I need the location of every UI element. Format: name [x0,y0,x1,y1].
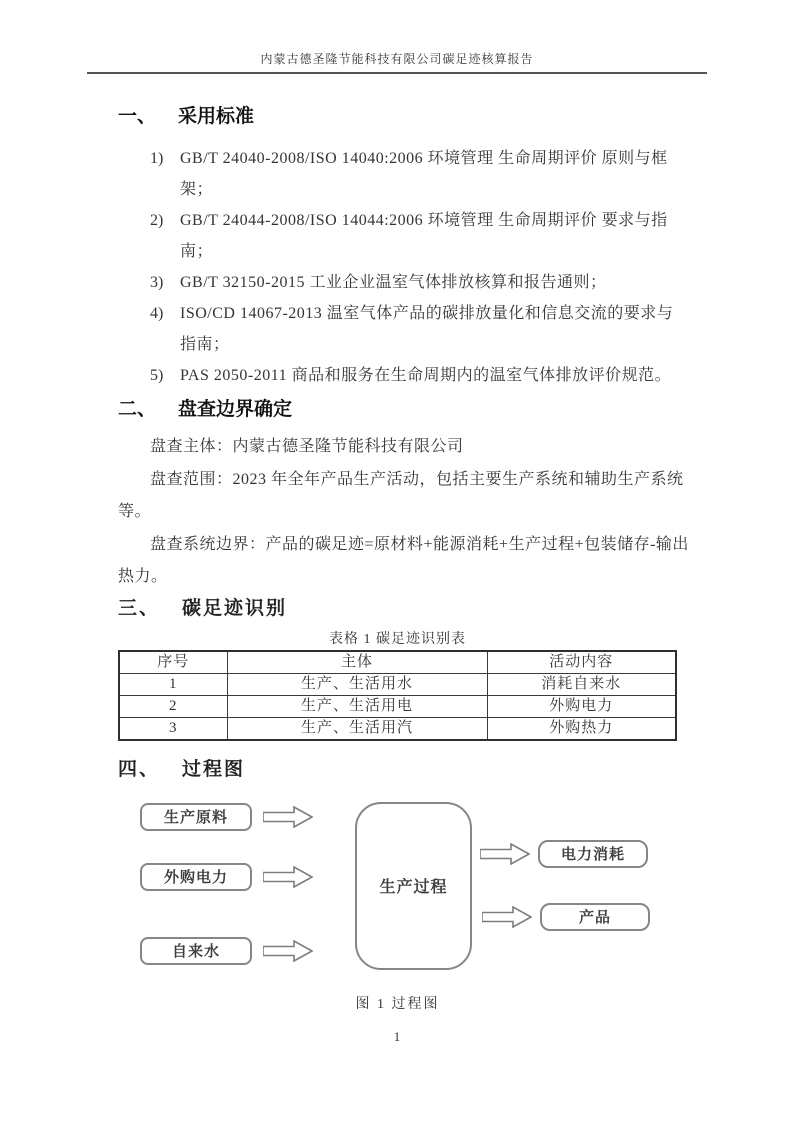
table-header-row [119,651,676,674]
list-item-continuation [118,174,677,205]
diagram-process-box: 生产过程 [355,802,472,970]
list-item-text: ISO/CD 14067-2013 温室气体产品的碳排放量化和信息交流的要求与 [180,305,674,322]
table-cell: 1 [119,673,227,695]
section-2-heading [118,397,677,423]
table-header-cell: 主体 [227,651,487,674]
table-cell: 生产、生活用汽 [227,717,487,740]
table-row [119,695,676,717]
flow-arrow-icon [482,906,532,928]
list-item-text: 南； [180,243,214,260]
diagram-output-box: 产品 [540,903,650,931]
table-cell: 外购电力 [487,695,676,717]
diagram-output-box: 电力消耗 [538,840,648,868]
list-item-text: GB/T 32150-2015 工业企业温室气体排放核算和报告通则； [180,274,607,291]
list-item [118,267,677,298]
section-4-heading [118,757,677,783]
section-1-heading [118,104,677,130]
section-3-heading [118,596,677,622]
table-header-cell: 序号 [119,651,227,674]
list-item [118,360,677,391]
boundary-paragraphs [118,431,689,594]
list-item-number: 1) [150,150,164,167]
section-2-number: 二、 [118,399,157,420]
list-item-text: 指南； [180,336,230,353]
section-4-title: 过程图 [182,758,246,780]
table-cell: 生产、生活用水 [227,673,487,695]
section-1-title: 采用标准 [178,106,255,127]
page-number: 1 [393,1028,401,1044]
section-3-title: 碳足迹识别 [182,597,288,619]
table-cell: 2 [119,695,227,717]
list-item-number: 5) [150,367,164,384]
diagram-input-box: 自来水 [140,937,252,965]
list-item-text: PAS 2050-2011 商品和服务在生命周期内的温室气体排放评价规范。 [180,367,672,384]
header-title: 内蒙古德圣隆节能科技有限公司碳足迹核算报告 [260,52,534,66]
table-cell: 消耗自来水 [487,673,676,695]
standards-list [118,143,677,391]
list-item [118,298,677,329]
table-header-cell: 活动内容 [487,651,676,674]
list-item-continuation [118,329,677,360]
header-rule [87,72,707,74]
list-item-text: GB/T 24044-2008/ISO 14044:2006 环境管理 生命周期评价 要求与指 [180,212,668,229]
paragraph-line: 盘查系统边界：产品的碳足迹=原材料+能源消耗+生产过程+包装储存-输出 [150,535,689,553]
paragraph-line: 等。 [118,503,152,520]
list-item-number: 4) [150,305,164,322]
flow-arrow-icon [263,940,313,962]
page-content [118,104,689,1013]
table-row [119,717,676,740]
section-4-number: 四、 [118,758,161,780]
list-item [118,205,677,236]
table-row [119,673,676,695]
paragraph-line: 盘查主体：内蒙古德圣隆节能科技有限公司 [150,438,464,455]
figure-caption: 图 1 过程图 [355,996,440,1012]
section-2-title: 盘查边界确定 [178,399,293,420]
flow-arrow-icon [263,866,313,888]
table-cell: 外购热力 [487,717,676,740]
footprint-identification-table [118,650,677,741]
list-item-text: GB/T 24040-2008/ISO 14040:2006 环境管理 生命周期评价 原则与框 [180,150,668,167]
list-item [118,143,677,174]
process-flow-diagram [118,795,677,987]
table-cell: 生产、生活用电 [227,695,487,717]
table-caption: 表格 1 碳足迹识别表 [329,631,466,647]
section-3-number: 三、 [118,597,161,619]
table-cell: 3 [119,717,227,740]
flow-arrow-icon [480,843,530,865]
list-item-number: 3) [150,274,164,291]
paragraph-line: 盘查范围：2023 年全年产品生产活动，包括主要生产系统和辅助生产系统 [150,470,684,488]
flow-arrow-icon [263,806,313,828]
section-1-number: 一、 [118,106,157,127]
list-item-text: 架； [180,181,214,198]
list-item-number: 2) [150,212,164,229]
list-item-continuation [118,236,677,267]
diagram-input-box: 外购电力 [140,863,252,891]
diagram-input-box: 生产原料 [140,803,252,831]
paragraph-line: 热力。 [118,568,168,585]
page-header [0,0,794,74]
